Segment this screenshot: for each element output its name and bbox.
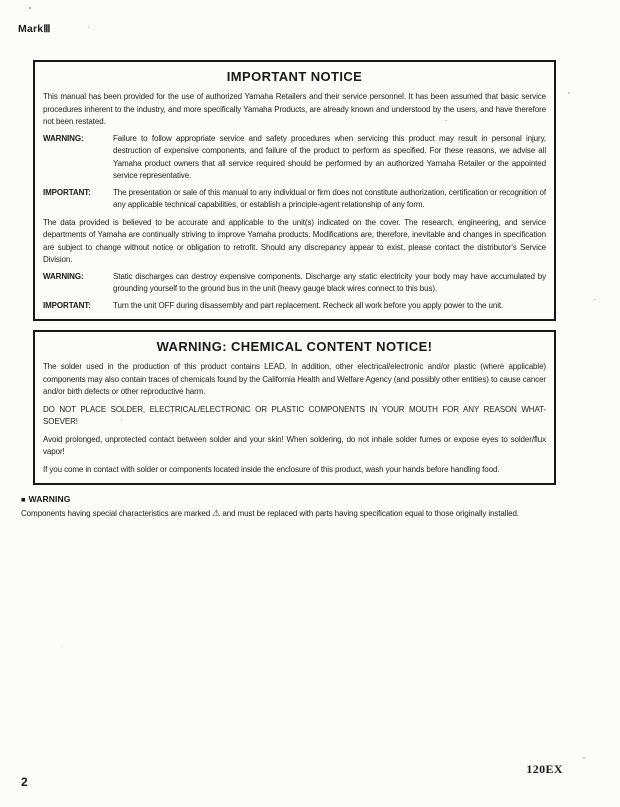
scan-speck [568, 92, 570, 94]
important-2-text: Turn the unit OFF during disassembly and part replacement. Recheck all work before you apply power to the unit. [113, 300, 504, 310]
chemical-notice-title: WARNING: CHEMICAL CONTENT NOTICE! [156, 339, 433, 354]
scan-speck [594, 299, 596, 300]
chemical-paragraph-caps: DO NOT PLACE SOLDER, ELECTRICAL/ELECTRONIC OR PLASTIC COMPONENTS IN YOUR MOUTH FOR ANY REASON WHAT-SOEVER! [43, 404, 546, 426]
data-accuracy-paragraph: The data provided is believed to be accurate and applicable to the unit(s) indicated on the cover. The research, engineering, and service departments of Yamaha are continually striving to improve Yamaha products. Modifications are, therefore, inevitable and changes in specification are subject to change without notice or obligation to retrofit. Should any discrepancy appear to exist, please contact the distributor's Service Division. [43, 217, 546, 264]
warning-label: WARNING: [43, 133, 84, 143]
warning-triangle-icon: ⚠ [212, 508, 221, 518]
chemical-paragraph-contact: Avoid prolonged, unprotected contact between solder and your skin! When soldering, do not inhale solder fumes or expose eyes to solder/flux vapor! [43, 434, 546, 456]
warning-1-text: Failure to follow appropriate service and safety procedures when servicing this product may result in personal injury, destruction of expensive components, and failure of the product to perform as specified. For these reasons, we advise all Yamaha product owners that all service required should be performed by an authorized Yamaha Retailer or the appointed service representative. [113, 133, 546, 180]
page-number: 2 [21, 775, 28, 789]
components-warning-title: WARNING [28, 494, 71, 504]
scan-speck [583, 757, 585, 759]
scan-speck [88, 27, 89, 28]
components-warning-heading [21, 494, 548, 504]
chemical-paragraph-lead: The solder used in the production of this product contains LEAD. In addition, other electrical/electronic and/or plastic (where applicable) components may also contain traces of chemicals found by the California Health and Welfare Agency (and possibly other entities) to cause cancer and/or birth defects or other reproductive harm. [43, 362, 546, 396]
square-bullet-icon: ■ [21, 495, 26, 504]
notice-item-important-2 [43, 300, 546, 313]
notice-item-important-1 [43, 187, 546, 212]
scan-speck [121, 419, 122, 420]
scan-speck [445, 120, 447, 121]
components-warning-section [21, 494, 548, 521]
important-1-text: The presentation or sale of this manual to any individual or firm does not constitute authorization, certification or recognition of any applicable technical capabilities, or establish a principle-agent relationship of any form. [113, 187, 546, 209]
scan-speck [61, 646, 62, 647]
important-notice-intro: This manual has been provided for the use of authorized Yamaha Retailers and their service personnel. It has been assumed that basic service procedures inherent to the industry, and more specifically Yamaha Products, are already known and understood by the users, and have therefore not been restated. [43, 92, 546, 126]
important-label: IMPORTANT: [43, 300, 91, 310]
model-code: 120EX [526, 762, 563, 776]
brand-mark: MarkⅢ [18, 23, 51, 35]
scan-speck [29, 7, 31, 9]
warning-2-text: Static discharges can destroy expensive components. Discharge any static electricity your body may have accumulated by grounding yourself to the ground bus in the unit (heavy gauge black wires connect to this bus). [113, 271, 546, 293]
important-notice-title: IMPORTANT NOTICE [226, 69, 363, 84]
warning-text-before-mark: Components having special characteristics are marked [21, 509, 211, 518]
warning-text-after-mark: and must be replaced with parts having specification equal to those originally installed. [222, 509, 519, 518]
important-label: IMPORTANT: [43, 187, 91, 197]
warning-label: WARNING: [43, 271, 84, 281]
notice-item-warning-1 [43, 133, 546, 183]
components-warning-text [21, 508, 548, 521]
important-notice-box [33, 60, 556, 321]
chemical-content-notice-box [33, 330, 556, 485]
chemical-paragraph-wash-hands: If you come in contact with solder or components located inside the enclosure of this product, wash your hands before handling food. [43, 464, 500, 474]
notice-item-warning-2 [43, 271, 546, 296]
